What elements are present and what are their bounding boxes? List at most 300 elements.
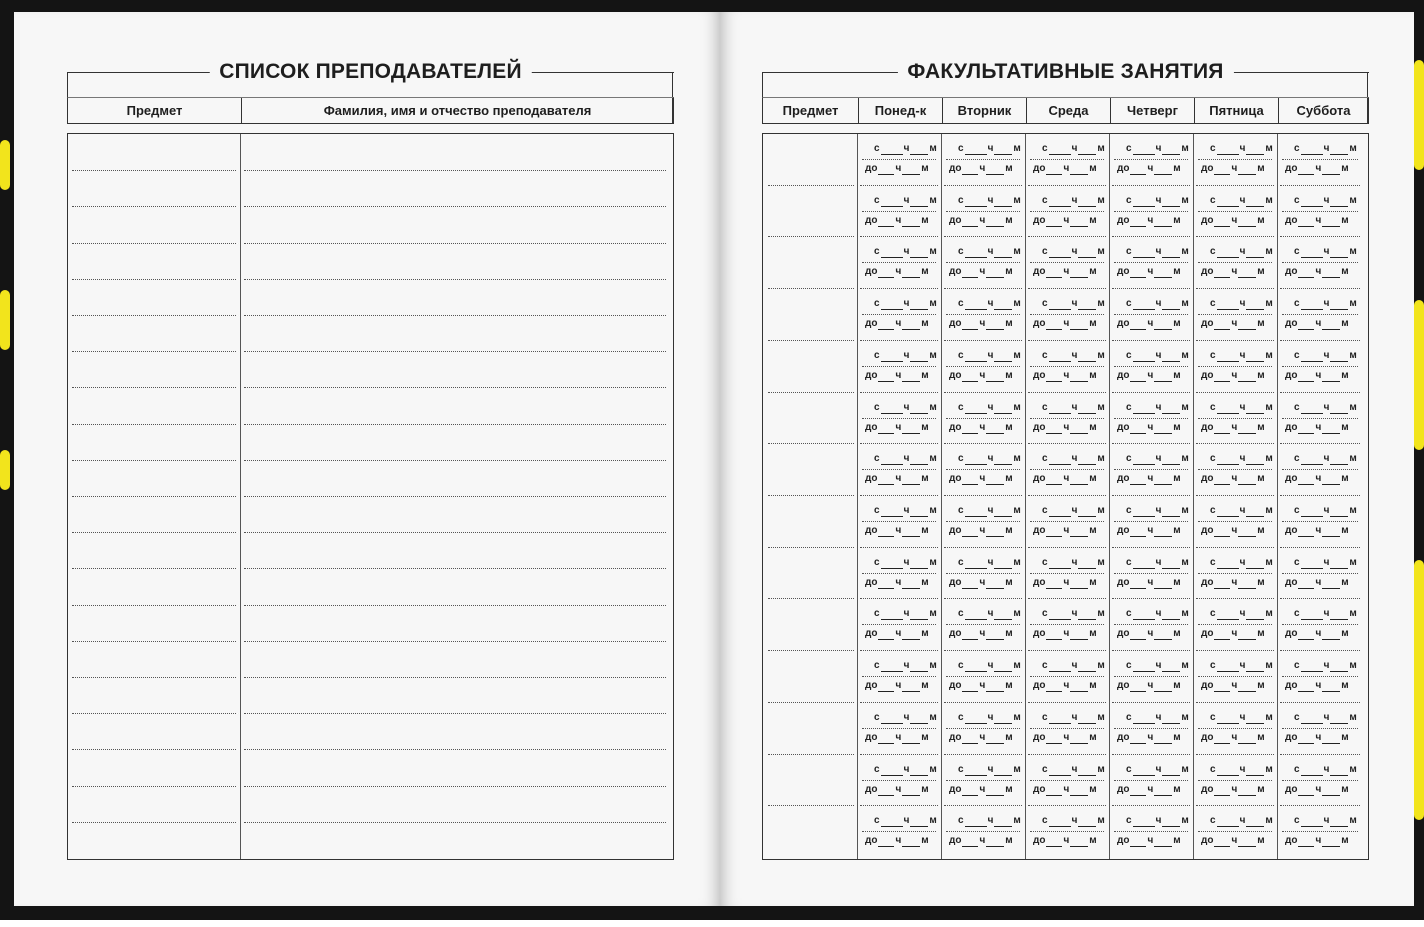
row-divider-line bbox=[1196, 650, 1274, 651]
time-from-field: с ч м bbox=[874, 350, 937, 361]
row-divider-line bbox=[860, 288, 938, 289]
time-to-field: до ч м bbox=[1201, 318, 1265, 329]
row-divider-line bbox=[1280, 805, 1360, 806]
row-divider-line bbox=[1280, 702, 1360, 703]
row-divider-line bbox=[1028, 547, 1106, 548]
cell-divider-line bbox=[1114, 159, 1188, 160]
time-from-field: с ч м bbox=[1126, 660, 1189, 671]
row-divider-line bbox=[1028, 288, 1106, 289]
row-divider-line bbox=[1280, 547, 1360, 548]
subject-write-line bbox=[72, 460, 236, 461]
time-from-field: с ч м bbox=[1210, 453, 1273, 464]
cell-divider-line bbox=[1198, 676, 1272, 677]
time-to-field: до ч м bbox=[1285, 422, 1349, 433]
cell-divider-line bbox=[1114, 573, 1188, 574]
row-divider-line bbox=[1196, 598, 1274, 599]
subject-write-line bbox=[72, 641, 236, 642]
row-divider-line bbox=[860, 340, 938, 341]
time-to-field: до ч м bbox=[1285, 163, 1349, 174]
time-to-field: до ч м bbox=[1285, 473, 1349, 484]
column-separator bbox=[1193, 134, 1194, 859]
row-divider-line bbox=[1028, 185, 1106, 186]
cell-divider-line bbox=[1282, 573, 1358, 574]
teacher-name-write-line bbox=[244, 605, 666, 606]
row-divider-line bbox=[944, 340, 1022, 341]
time-to-field: до ч м bbox=[1285, 835, 1349, 846]
page-title: СПИСОК ПРЕПОДАВАТЕЛЕЙ bbox=[209, 60, 531, 84]
time-to-field: до ч м bbox=[1201, 370, 1265, 381]
time-from-field: с ч м bbox=[1126, 350, 1189, 361]
cell-divider-line bbox=[1114, 262, 1188, 263]
cell-divider-line bbox=[1282, 521, 1358, 522]
time-to-field: до ч м bbox=[865, 422, 929, 433]
time-to-field: до ч м bbox=[1117, 215, 1181, 226]
cell-divider-line bbox=[946, 469, 1020, 470]
subject-write-line bbox=[72, 206, 236, 207]
cell-divider-line bbox=[1114, 521, 1188, 522]
time-to-field: до ч м bbox=[1285, 215, 1349, 226]
time-to-field: до ч м bbox=[1117, 577, 1181, 588]
cell-divider-line bbox=[1114, 831, 1188, 832]
row-divider-line bbox=[1028, 340, 1106, 341]
column-separator bbox=[941, 134, 942, 859]
subject-write-line bbox=[72, 496, 236, 497]
column-header-teacher-name: Фамилия, имя и отчество преподавателя bbox=[241, 98, 673, 123]
page-title: ФАКУЛЬТАТИВНЫЕ ЗАНЯТИЯ bbox=[897, 60, 1233, 84]
time-from-field: с ч м bbox=[1294, 195, 1357, 206]
row-divider-line bbox=[860, 236, 938, 237]
time-from-field: с ч м bbox=[1042, 453, 1105, 464]
row-divider-line bbox=[860, 754, 938, 755]
cell-divider-line bbox=[946, 831, 1020, 832]
time-to-field: до ч м bbox=[1117, 422, 1181, 433]
cell-divider-line bbox=[862, 366, 936, 367]
cell-divider-line bbox=[946, 573, 1020, 574]
time-from-field: с ч м bbox=[874, 402, 937, 413]
cell-divider-line bbox=[1030, 159, 1104, 160]
cell-divider-line bbox=[1114, 469, 1188, 470]
time-from-field: с ч м bbox=[1042, 608, 1105, 619]
time-to-field: до ч м bbox=[949, 163, 1013, 174]
time-from-field: с ч м bbox=[1210, 298, 1273, 309]
time-from-field: с ч м bbox=[1042, 815, 1105, 826]
time-to-field: до ч м bbox=[949, 577, 1013, 588]
cell-divider-line bbox=[946, 521, 1020, 522]
column-header-thursday: Четверг bbox=[1110, 98, 1194, 123]
time-to-field: до ч м bbox=[1201, 215, 1265, 226]
cell-divider-line bbox=[1198, 521, 1272, 522]
time-from-field: с ч м bbox=[1294, 557, 1357, 568]
time-to-field: до ч м bbox=[1117, 525, 1181, 536]
time-to-field: до ч м bbox=[1117, 318, 1181, 329]
time-from-field: с ч м bbox=[958, 195, 1021, 206]
time-to-field: до ч м bbox=[865, 784, 929, 795]
time-to-field: до ч м bbox=[1033, 628, 1097, 639]
cell-divider-line bbox=[1198, 831, 1272, 832]
time-to-field: до ч м bbox=[1117, 835, 1181, 846]
cell-divider-line bbox=[1282, 366, 1358, 367]
cell-divider-line bbox=[1282, 676, 1358, 677]
subject-write-line bbox=[768, 598, 854, 599]
time-from-field: с ч м bbox=[1294, 505, 1357, 516]
time-to-field: до ч м bbox=[1201, 784, 1265, 795]
cell-divider-line bbox=[1198, 418, 1272, 419]
time-from-field: с ч м bbox=[1294, 660, 1357, 671]
cell-divider-line bbox=[1198, 159, 1272, 160]
row-divider-line bbox=[1196, 547, 1274, 548]
cell-divider-line bbox=[1198, 211, 1272, 212]
subject-write-line bbox=[72, 279, 236, 280]
left-page bbox=[14, 12, 720, 906]
time-from-field: с ч м bbox=[1294, 608, 1357, 619]
column-separator bbox=[240, 134, 241, 859]
time-from-field: с ч м bbox=[1210, 712, 1273, 723]
row-divider-line bbox=[1028, 495, 1106, 496]
row-divider-line bbox=[860, 392, 938, 393]
time-to-field: до ч м bbox=[949, 473, 1013, 484]
row-divider-line bbox=[1280, 598, 1360, 599]
time-to-field: до ч м bbox=[949, 680, 1013, 691]
subject-write-line bbox=[768, 443, 854, 444]
cell-divider-line bbox=[1114, 780, 1188, 781]
cell-divider-line bbox=[1030, 211, 1104, 212]
time-to-field: до ч м bbox=[1033, 215, 1097, 226]
cell-divider-line bbox=[1114, 366, 1188, 367]
teacher-name-write-line bbox=[244, 243, 666, 244]
time-to-field: до ч м bbox=[1285, 577, 1349, 588]
time-to-field: до ч м bbox=[949, 628, 1013, 639]
cell-divider-line bbox=[1198, 469, 1272, 470]
cell-divider-line bbox=[862, 159, 936, 160]
cell-divider-line bbox=[1198, 366, 1272, 367]
row-divider-line bbox=[1028, 702, 1106, 703]
time-from-field: с ч м bbox=[1294, 764, 1357, 775]
time-to-field: до ч м bbox=[1117, 784, 1181, 795]
cover-yellow-pattern bbox=[1414, 300, 1424, 450]
column-header-friday: Пятница bbox=[1194, 98, 1278, 123]
cell-divider-line bbox=[1282, 314, 1358, 315]
time-to-field: до ч м bbox=[1201, 577, 1265, 588]
cell-divider-line bbox=[1282, 831, 1358, 832]
cell-divider-line bbox=[1114, 624, 1188, 625]
time-from-field: с ч м bbox=[958, 453, 1021, 464]
time-from-field: с ч м bbox=[958, 350, 1021, 361]
subject-write-line bbox=[72, 786, 236, 787]
time-from-field: с ч м bbox=[1042, 195, 1105, 206]
column-header-subject: Предмет bbox=[782, 103, 839, 118]
cell-divider-line bbox=[1282, 418, 1358, 419]
subject-write-line bbox=[72, 713, 236, 714]
time-from-field: с ч м bbox=[1042, 298, 1105, 309]
row-divider-line bbox=[944, 650, 1022, 651]
time-to-field: до ч м bbox=[865, 215, 929, 226]
time-from-field: с ч м bbox=[1210, 764, 1273, 775]
cell-divider-line bbox=[946, 728, 1020, 729]
time-to-field: до ч м bbox=[1033, 732, 1097, 743]
cell-divider-line bbox=[862, 831, 936, 832]
row-divider-line bbox=[1112, 650, 1190, 651]
time-to-field: до ч м bbox=[865, 577, 929, 588]
time-to-field: до ч м bbox=[1201, 525, 1265, 536]
cell-divider-line bbox=[1114, 728, 1188, 729]
time-to-field: до ч м bbox=[1117, 266, 1181, 277]
teacher-name-write-line bbox=[244, 786, 666, 787]
subject-write-line bbox=[72, 605, 236, 606]
teacher-name-write-line bbox=[244, 496, 666, 497]
time-to-field: до ч м bbox=[1285, 525, 1349, 536]
time-from-field: с ч м bbox=[1294, 350, 1357, 361]
row-divider-line bbox=[1028, 236, 1106, 237]
time-from-field: с ч м bbox=[1126, 195, 1189, 206]
cell-divider-line bbox=[1114, 418, 1188, 419]
subject-write-line bbox=[72, 424, 236, 425]
time-to-field: до ч м bbox=[865, 680, 929, 691]
row-divider-line bbox=[944, 288, 1022, 289]
cell-divider-line bbox=[1030, 262, 1104, 263]
time-from-field: с ч м bbox=[874, 660, 937, 671]
time-from-field: с ч м bbox=[1042, 557, 1105, 568]
time-from-field: с ч м bbox=[1042, 660, 1105, 671]
row-divider-line bbox=[1280, 443, 1360, 444]
cell-divider-line bbox=[1030, 418, 1104, 419]
electives-table-body bbox=[762, 133, 1369, 860]
time-to-field: до ч м bbox=[1033, 577, 1097, 588]
time-from-field: с ч м bbox=[1294, 402, 1357, 413]
time-from-field: с ч м bbox=[958, 143, 1021, 154]
row-divider-line bbox=[1112, 547, 1190, 548]
time-from-field: с ч м bbox=[1210, 505, 1273, 516]
time-to-field: до ч м bbox=[1117, 163, 1181, 174]
time-from-field: с ч м bbox=[1126, 815, 1189, 826]
cell-divider-line bbox=[1282, 780, 1358, 781]
time-to-field: до ч м bbox=[1285, 680, 1349, 691]
time-to-field: до ч м bbox=[949, 215, 1013, 226]
time-from-field: с ч м bbox=[1210, 350, 1273, 361]
row-divider-line bbox=[1112, 185, 1190, 186]
row-divider-line bbox=[1196, 495, 1274, 496]
subject-write-line bbox=[72, 315, 236, 316]
cell-divider-line bbox=[862, 676, 936, 677]
time-from-field: с ч м bbox=[1126, 453, 1189, 464]
row-divider-line bbox=[1028, 443, 1106, 444]
subject-write-line bbox=[72, 351, 236, 352]
time-to-field: до ч м bbox=[865, 163, 929, 174]
time-to-field: до ч м bbox=[1201, 835, 1265, 846]
row-divider-line bbox=[860, 185, 938, 186]
cell-divider-line bbox=[946, 314, 1020, 315]
row-divider-line bbox=[860, 547, 938, 548]
right-page bbox=[720, 12, 1414, 906]
cell-divider-line bbox=[1198, 573, 1272, 574]
time-from-field: с ч м bbox=[874, 557, 937, 568]
time-from-field: с ч м bbox=[958, 298, 1021, 309]
time-from-field: с ч м bbox=[874, 195, 937, 206]
time-from-field: с ч м bbox=[1294, 815, 1357, 826]
time-from-field: с ч м bbox=[1294, 298, 1357, 309]
time-from-field: с ч м bbox=[1042, 246, 1105, 257]
row-divider-line bbox=[860, 805, 938, 806]
cell-divider-line bbox=[862, 262, 936, 263]
time-to-field: до ч м bbox=[1117, 680, 1181, 691]
time-to-field: до ч м bbox=[1117, 732, 1181, 743]
row-divider-line bbox=[1196, 392, 1274, 393]
time-from-field: с ч м bbox=[1042, 712, 1105, 723]
cell-divider-line bbox=[862, 521, 936, 522]
teacher-name-write-line bbox=[244, 170, 666, 171]
time-from-field: с ч м bbox=[1126, 608, 1189, 619]
cell-divider-line bbox=[1198, 780, 1272, 781]
time-to-field: до ч м bbox=[865, 370, 929, 381]
row-divider-line bbox=[1112, 805, 1190, 806]
teacher-name-write-line bbox=[244, 568, 666, 569]
row-divider-line bbox=[1112, 598, 1190, 599]
row-divider-line bbox=[1280, 650, 1360, 651]
time-from-field: с ч м bbox=[958, 402, 1021, 413]
time-to-field: до ч м bbox=[1201, 163, 1265, 174]
row-divider-line bbox=[1112, 702, 1190, 703]
subject-write-line bbox=[72, 677, 236, 678]
time-to-field: до ч м bbox=[1285, 266, 1349, 277]
subject-write-line bbox=[768, 547, 854, 548]
time-from-field: с ч м bbox=[1126, 143, 1189, 154]
teacher-name-write-line bbox=[244, 677, 666, 678]
cell-divider-line bbox=[862, 211, 936, 212]
subject-write-line bbox=[768, 754, 854, 755]
time-to-field: до ч м bbox=[865, 473, 929, 484]
cell-divider-line bbox=[946, 211, 1020, 212]
time-to-field: до ч м bbox=[949, 318, 1013, 329]
time-from-field: с ч м bbox=[1210, 557, 1273, 568]
teacher-name-write-line bbox=[244, 532, 666, 533]
time-from-field: с ч м bbox=[1210, 608, 1273, 619]
subject-write-line bbox=[768, 340, 854, 341]
cell-divider-line bbox=[862, 314, 936, 315]
row-divider-line bbox=[944, 495, 1022, 496]
time-to-field: до ч м bbox=[949, 732, 1013, 743]
cell-divider-line bbox=[1198, 624, 1272, 625]
cell-divider-line bbox=[1114, 211, 1188, 212]
time-from-field: с ч м bbox=[1126, 557, 1189, 568]
subject-write-line bbox=[72, 170, 236, 171]
time-to-field: до ч м bbox=[1033, 163, 1097, 174]
row-divider-line bbox=[860, 495, 938, 496]
time-from-field: с ч м bbox=[874, 298, 937, 309]
row-divider-line bbox=[1112, 443, 1190, 444]
subject-write-line bbox=[72, 822, 236, 823]
row-divider-line bbox=[1112, 236, 1190, 237]
column-separator bbox=[1025, 134, 1026, 859]
time-to-field: до ч м bbox=[865, 835, 929, 846]
cell-divider-line bbox=[946, 262, 1020, 263]
time-from-field: с ч м bbox=[874, 608, 937, 619]
cell-divider-line bbox=[862, 573, 936, 574]
column-header-tuesday: Вторник bbox=[942, 98, 1026, 123]
row-divider-line bbox=[1196, 443, 1274, 444]
time-from-field: с ч м bbox=[958, 764, 1021, 775]
subject-write-line bbox=[768, 650, 854, 651]
cell-divider-line bbox=[1030, 314, 1104, 315]
row-divider-line bbox=[944, 236, 1022, 237]
subject-write-line bbox=[72, 568, 236, 569]
time-to-field: до ч м bbox=[1201, 628, 1265, 639]
teacher-name-write-line bbox=[244, 351, 666, 352]
row-divider-line bbox=[1280, 495, 1360, 496]
cell-divider-line bbox=[1030, 831, 1104, 832]
cell-divider-line bbox=[1282, 262, 1358, 263]
time-from-field: с ч м bbox=[1126, 246, 1189, 257]
cell-divider-line bbox=[1030, 469, 1104, 470]
time-from-field: с ч м bbox=[874, 246, 937, 257]
column-separator bbox=[1277, 134, 1278, 859]
time-to-field: до ч м bbox=[1285, 628, 1349, 639]
cell-divider-line bbox=[1282, 211, 1358, 212]
time-from-field: с ч м bbox=[1210, 660, 1273, 671]
time-to-field: до ч м bbox=[1285, 370, 1349, 381]
time-to-field: до ч м bbox=[1117, 370, 1181, 381]
teacher-name-write-line bbox=[244, 387, 666, 388]
time-from-field: с ч м bbox=[874, 764, 937, 775]
time-to-field: до ч м bbox=[1201, 732, 1265, 743]
teacher-name-write-line bbox=[244, 315, 666, 316]
row-divider-line bbox=[1196, 236, 1274, 237]
time-from-field: с ч м bbox=[874, 143, 937, 154]
teachers-table-header bbox=[67, 97, 674, 124]
time-from-field: с ч м bbox=[1042, 143, 1105, 154]
cover-yellow-pattern bbox=[0, 140, 10, 190]
cell-divider-line bbox=[862, 728, 936, 729]
time-from-field: с ч м bbox=[958, 608, 1021, 619]
row-divider-line bbox=[944, 443, 1022, 444]
column-separator bbox=[1109, 134, 1110, 859]
row-divider-line bbox=[1028, 392, 1106, 393]
subject-write-line bbox=[72, 532, 236, 533]
row-divider-line bbox=[1196, 754, 1274, 755]
row-divider-line bbox=[860, 598, 938, 599]
row-divider-line bbox=[860, 443, 938, 444]
row-divider-line bbox=[944, 392, 1022, 393]
cell-divider-line bbox=[1030, 521, 1104, 522]
row-divider-line bbox=[1112, 495, 1190, 496]
time-to-field: до ч м bbox=[865, 318, 929, 329]
time-from-field: с ч м bbox=[874, 712, 937, 723]
time-to-field: до ч м bbox=[1033, 835, 1097, 846]
cell-divider-line bbox=[946, 159, 1020, 160]
time-from-field: с ч м bbox=[1042, 350, 1105, 361]
time-to-field: до ч м bbox=[1285, 784, 1349, 795]
row-divider-line bbox=[860, 702, 938, 703]
subject-write-line bbox=[768, 702, 854, 703]
cell-divider-line bbox=[1030, 676, 1104, 677]
time-from-field: с ч м bbox=[874, 505, 937, 516]
row-divider-line bbox=[1112, 392, 1190, 393]
teacher-name-write-line bbox=[244, 424, 666, 425]
cell-divider-line bbox=[1282, 728, 1358, 729]
subject-write-line bbox=[72, 243, 236, 244]
subject-write-line bbox=[768, 495, 854, 496]
cell-divider-line bbox=[1030, 624, 1104, 625]
subject-write-line bbox=[72, 749, 236, 750]
cell-divider-line bbox=[946, 418, 1020, 419]
cell-divider-line bbox=[862, 624, 936, 625]
cell-divider-line bbox=[946, 624, 1020, 625]
time-from-field: с ч м bbox=[1042, 764, 1105, 775]
row-divider-line bbox=[944, 185, 1022, 186]
cell-divider-line bbox=[1282, 469, 1358, 470]
time-from-field: с ч м bbox=[958, 246, 1021, 257]
row-divider-line bbox=[1028, 754, 1106, 755]
cell-divider-line bbox=[862, 780, 936, 781]
time-to-field: до ч м bbox=[1033, 680, 1097, 691]
